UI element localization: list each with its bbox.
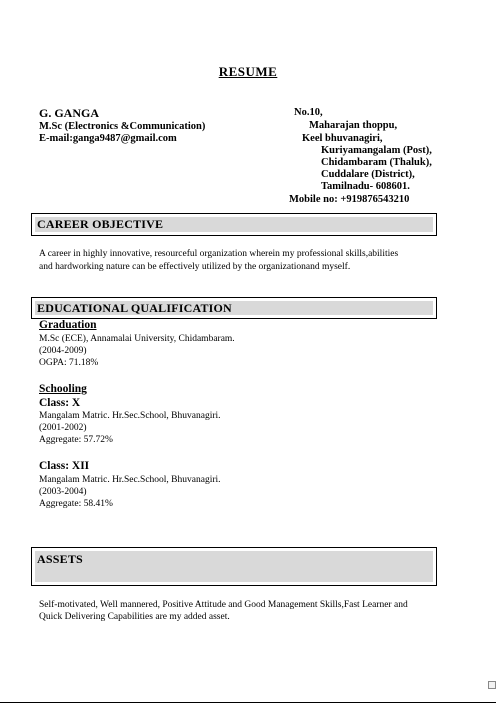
career-objective-header xyxy=(31,213,437,236)
assets-header xyxy=(31,547,437,586)
education-header xyxy=(31,297,437,319)
graduation-label: Graduation xyxy=(39,319,97,331)
career-objective-title: CAREER OBJECTIVE xyxy=(37,217,164,231)
career-objective-line-2: and hardworking nature can be effectively utilized by the organizationand myself. xyxy=(39,262,351,272)
class-x-label: Class: X xyxy=(39,397,81,409)
class-xii-line-3: Aggregate: 58.41% xyxy=(39,499,113,509)
address-line-2: Maharajan thoppu, xyxy=(309,120,398,131)
class-xii-label: Class: XII xyxy=(39,460,90,472)
page-corner-icon xyxy=(488,681,496,689)
schooling-label: Schooling xyxy=(39,383,87,395)
address-line-1: No.10, xyxy=(294,107,323,118)
graduation-line-3: OGPA: 71.18% xyxy=(39,358,99,368)
address-line-6: Cuddalare (District), xyxy=(321,169,415,180)
graduation-line-1: M.Sc (ECE), Annamalai University, Chidambaram. xyxy=(39,334,235,344)
candidate-email: E-mail:ganga9487@gmail.com xyxy=(39,133,177,144)
class-x-line-3: Aggregate: 57.72% xyxy=(39,435,113,445)
assets-line-2: Quick Delivering Capabilities are my added asset. xyxy=(39,612,230,622)
resume-title xyxy=(0,64,496,80)
candidate-name: G. GANGA xyxy=(39,106,99,120)
mobile-number: Mobile no: +919876543210 xyxy=(289,194,410,205)
graduation-line-2: (2004-2009) xyxy=(39,346,87,356)
section-header-fill xyxy=(35,551,433,582)
class-xii-line-2: (2003-2004) xyxy=(39,487,87,497)
class-x-line-2: (2001-2002) xyxy=(39,423,87,433)
career-objective-line-1: A career in highly innovative, resourceful organization wherein my professional skills,abilities xyxy=(39,249,399,259)
candidate-degree: M.Sc (Electronics &Communication) xyxy=(39,121,206,132)
page-bottom-rule xyxy=(0,702,496,703)
class-xii-line-1: Mangalam Matric. Hr.Sec.School, Bhuvanagiri. xyxy=(39,475,221,485)
education-title: EDUCATIONAL QUALIFICATION xyxy=(37,301,232,315)
assets-line-1: Self-motivated, Well mannered, Positive Attitude and Good Management Skills,Fast Learner and xyxy=(39,600,408,610)
class-x-line-1: Mangalam Matric. Hr.Sec.School, Bhuvanagiri. xyxy=(39,411,221,421)
address-line-4: Kuriyamangalam (Post), xyxy=(321,145,432,156)
assets-title: ASSETS xyxy=(37,552,83,566)
address-line-7: Tamilnadu- 608601. xyxy=(321,181,410,192)
address-line-5: Chidambaram (Thaluk), xyxy=(321,157,432,168)
resume-title-text: RESUME xyxy=(218,64,278,79)
address-line-3: Keel bhuvanagiri, xyxy=(302,133,383,144)
